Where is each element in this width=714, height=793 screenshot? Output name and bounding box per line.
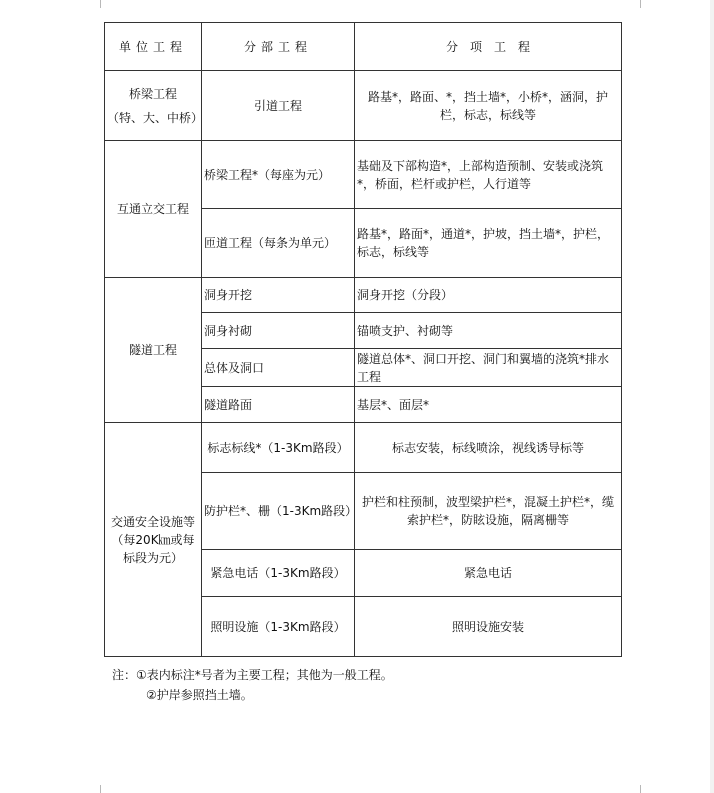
division-cell: 防护栏*、栅（1-3Km路段） <box>202 473 355 550</box>
item-cell: 护栏和柱预制，波型梁护栏*，混凝土护栏*，缆索护栏*，防眩设施，隔离栅等 <box>355 473 622 550</box>
header-division-project: 分部工程 <box>202 23 355 71</box>
item-cell: 路基*，路面、*，挡土墙*，小桥*，涵洞，护栏，标志，标线等 <box>355 71 622 141</box>
division-cell: 洞身衬砌 <box>202 313 355 349</box>
division-cell: 匝道工程（每条为单元） <box>202 209 355 278</box>
division-cell: 照明设施（1-3Km路段） <box>202 597 355 657</box>
unit-cell-bridge <box>105 71 202 141</box>
unit-bridge-subtitle: （特、大、中桥） <box>107 110 204 125</box>
item-cell: 锚喷支护、衬砌等 <box>355 313 622 349</box>
page-corner-mark <box>92 785 101 793</box>
unit-cell-interchange: 互通立交工程 <box>105 141 202 278</box>
table-row <box>105 278 622 313</box>
unit-cell-traffic-safety: 交通安全设施等（每20K㎞或每标段为元） <box>105 423 202 657</box>
table-note-1: 注：①表内标注*号者为主要工程；其他为一般工程。 <box>112 668 393 682</box>
item-cell: 路基*，路面*，通道*，护坡，挡土墙*，护栏，标志，标线等 <box>355 209 622 278</box>
division-cell: 引道工程 <box>202 71 355 141</box>
table-note-2: ②护岸参照挡土墙。 <box>146 688 253 702</box>
page-corner-mark <box>92 0 101 8</box>
table-row <box>105 141 622 209</box>
division-cell: 洞身开挖 <box>202 278 355 313</box>
table-row <box>105 71 622 141</box>
item-cell: 洞身开挖（分段） <box>355 278 622 313</box>
item-cell: 基层*、面层* <box>355 387 622 423</box>
engineering-division-table <box>104 22 622 657</box>
item-cell: 照明设施安装 <box>355 597 622 657</box>
table-header-row <box>105 23 622 71</box>
header-unit-project: 单位工程 <box>105 23 202 71</box>
item-cell: 基础及下部构造*，上部构造预制、安装或浇筑*，桥面，栏杆或护栏，人行道等 <box>355 141 622 209</box>
item-cell: 紧急电话 <box>355 550 622 597</box>
header-item-project: 分 项 工 程 <box>355 23 622 71</box>
division-cell: 紧急电话（1-3Km路段） <box>202 550 355 597</box>
item-cell: 标志安装，标线喷涂，视线诱导标等 <box>355 423 622 473</box>
division-cell: 总体及洞口 <box>202 349 355 387</box>
division-cell: 隧道路面 <box>202 387 355 423</box>
unit-bridge-title: 桥梁工程 <box>128 86 177 101</box>
page-edge <box>710 0 714 793</box>
division-cell: 标志标线*（1-3Km路段） <box>202 423 355 473</box>
unit-cell-tunnel: 隧道工程 <box>105 278 202 423</box>
division-cell: 桥梁工程*（每座为元） <box>202 141 355 209</box>
page-corner-mark <box>640 785 649 793</box>
page-corner-mark <box>640 0 647 8</box>
table-row <box>105 423 622 473</box>
item-cell: 隧道总体*、洞口开挖、洞门和翼墙的浇筑*排水工程 <box>355 349 622 387</box>
